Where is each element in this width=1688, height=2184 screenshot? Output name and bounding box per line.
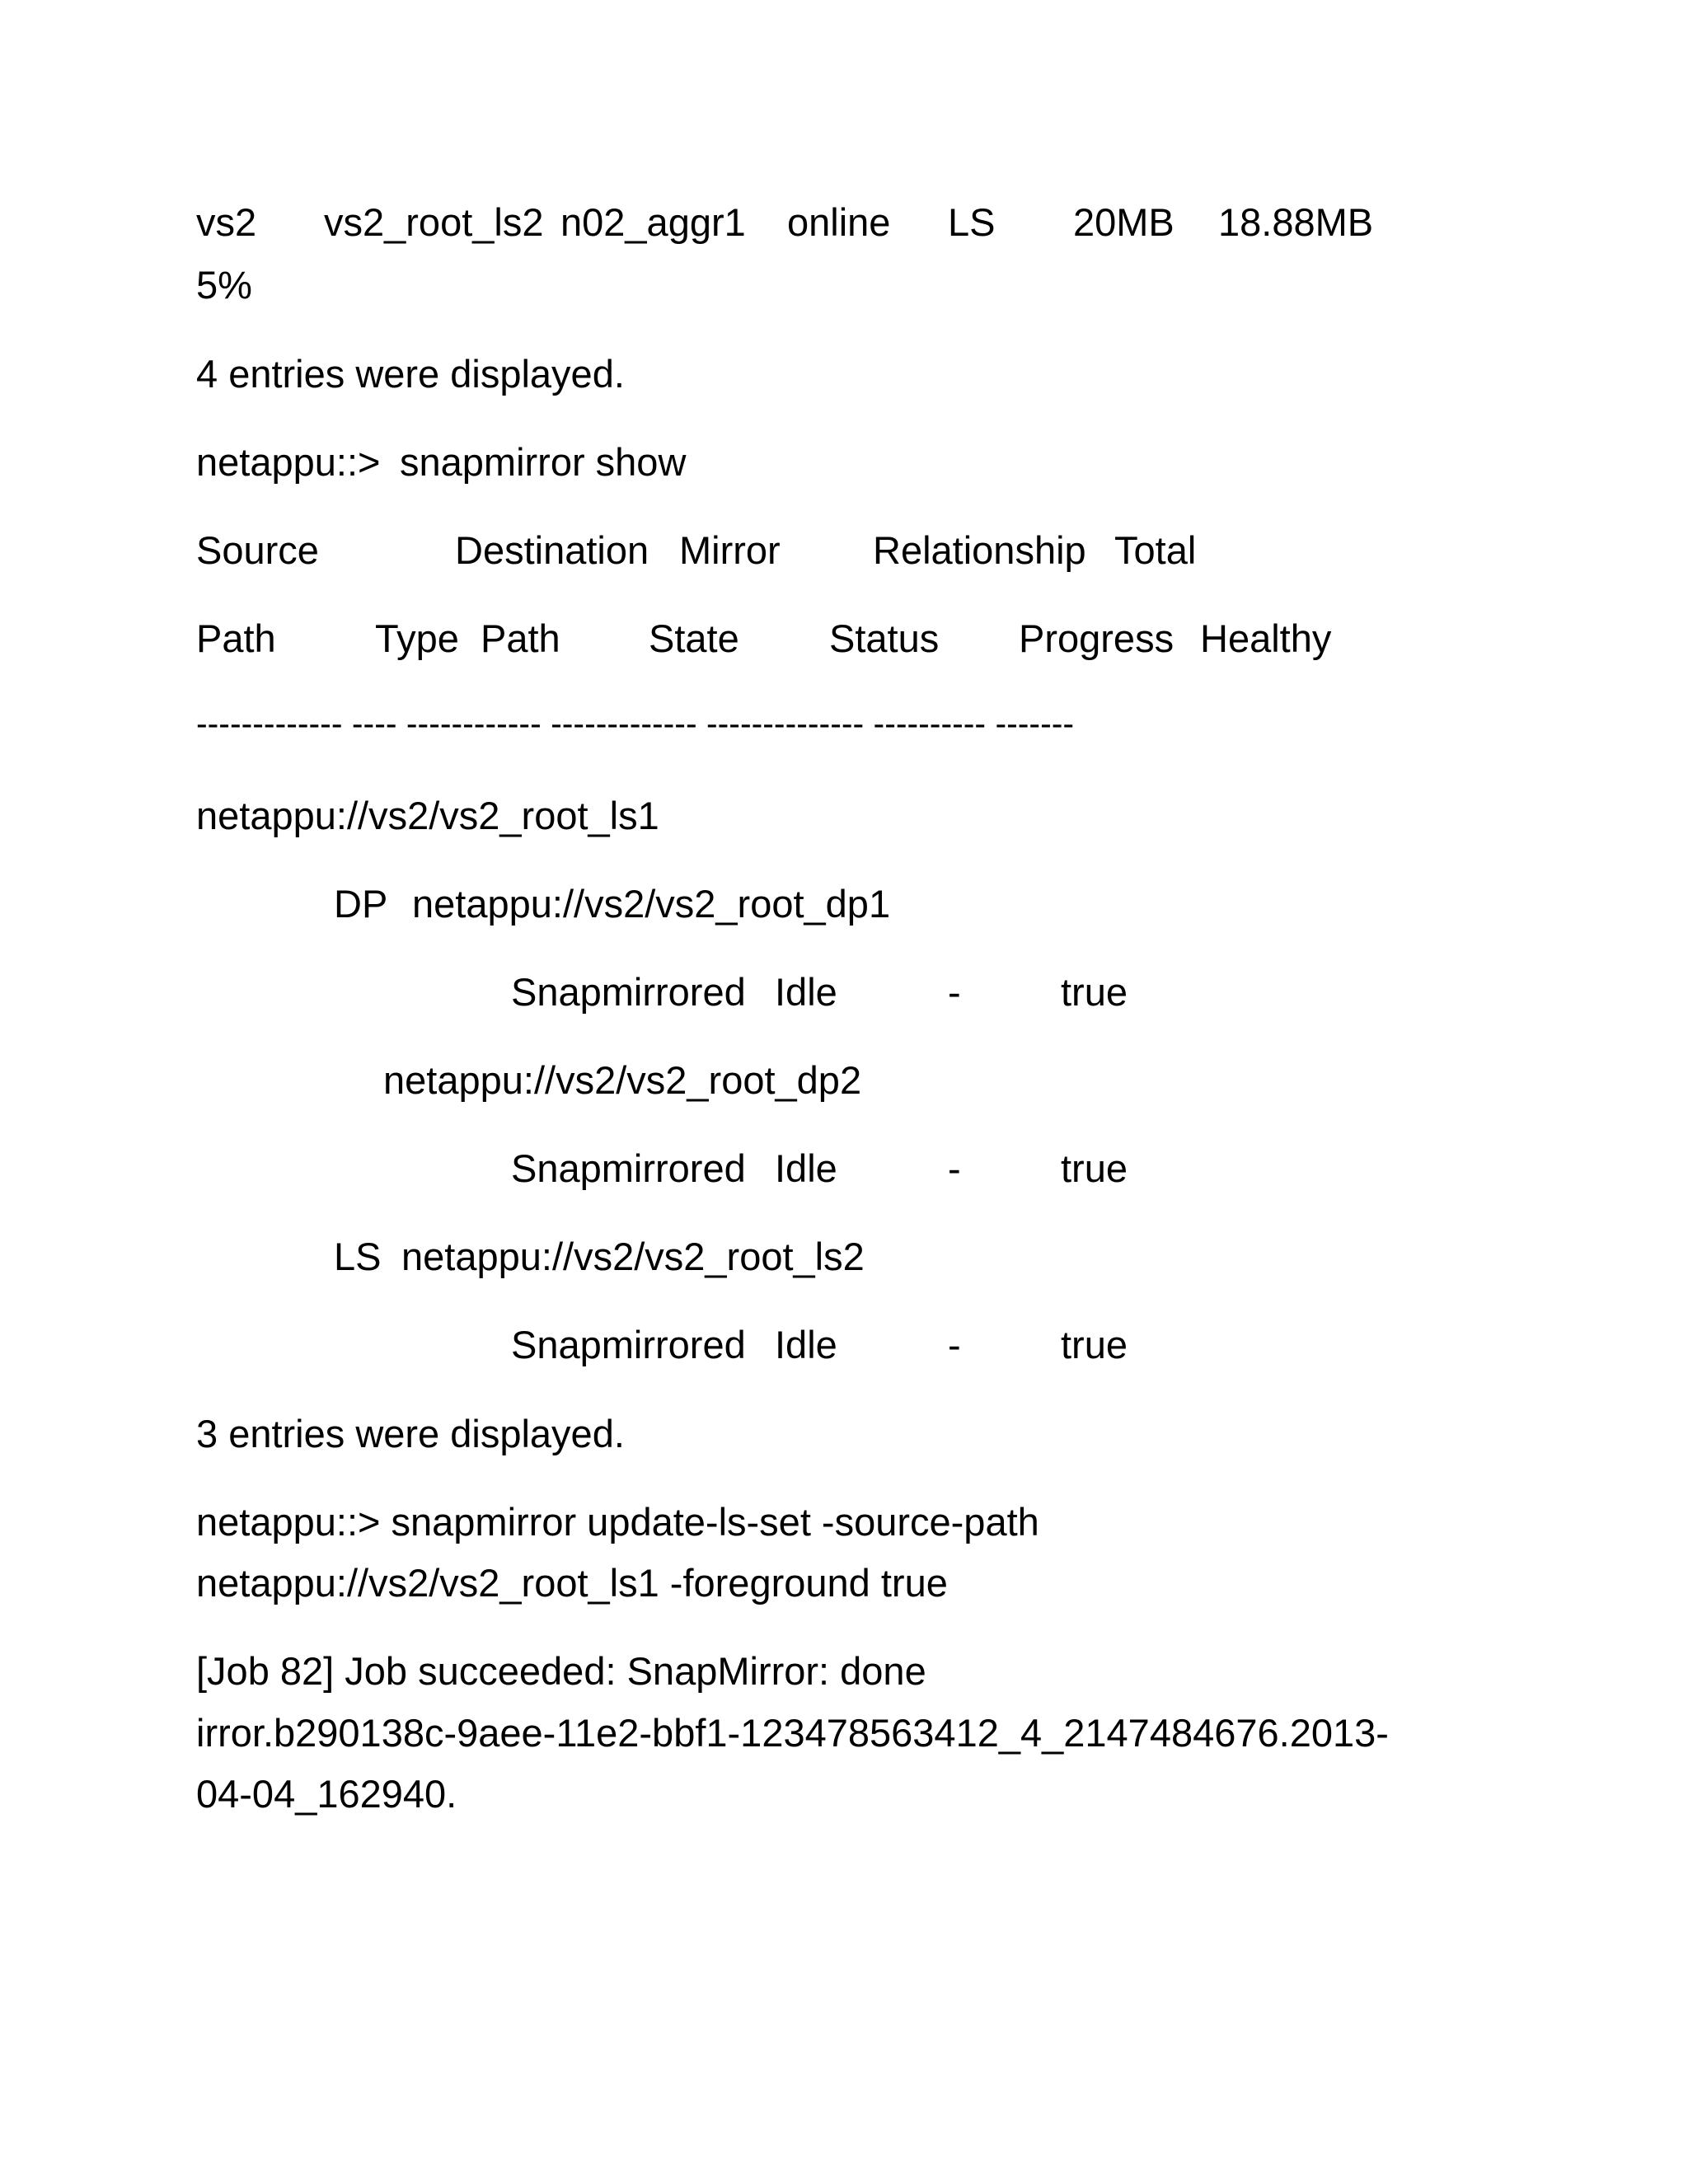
volume-summary: 4 entries were displayed.: [196, 352, 625, 396]
relationship-progress: -: [948, 1146, 961, 1190]
header-destination: Destination: [455, 528, 649, 572]
relationship-status: Idle: [775, 1146, 837, 1190]
separator-line: ------------- ---- ------------ ------------- -------------- ---------- -------: [196, 705, 1075, 743]
size-cell: 20MB: [1073, 200, 1175, 244]
header-source: Source: [196, 528, 319, 572]
header-status: Status: [829, 616, 940, 660]
relationship-status: Idle: [775, 970, 837, 1014]
header-type: Type: [375, 616, 459, 660]
prompt: netappu::>: [196, 440, 381, 484]
aggregate-cell: n02_aggr1: [560, 200, 746, 244]
command-text: snapmirror show: [400, 440, 687, 484]
relationship-healthy: true: [1061, 1146, 1128, 1190]
source-path: netappu://vs2/vs2_root_ls1: [196, 794, 659, 837]
header-progress: Progress: [1019, 616, 1175, 660]
command-line-2: netappu://vs2/vs2_root_ls1 -foreground true: [196, 1561, 948, 1605]
relationship-destination: netappu://vs2/vs2_root_dp1: [412, 882, 891, 926]
header-mirror: Mirror: [679, 528, 781, 572]
state-cell: online: [787, 200, 891, 244]
job-line-2: irror.b290138c-9aee-11e2-bbf1-123478563412_4_2147484676.2013-: [196, 1711, 1389, 1755]
relationship-state: Snapmirrored: [511, 1146, 746, 1190]
volume-cell: vs2_root_ls2: [324, 200, 544, 244]
vserver-cell: vs2: [196, 200, 257, 244]
relationship-healthy: true: [1061, 970, 1128, 1014]
header-path-destination: Path: [481, 616, 560, 660]
header-relationship: Relationship: [873, 528, 1086, 572]
header-healthy: Healthy: [1200, 616, 1332, 660]
header-total: Total: [1114, 528, 1197, 572]
used-pct-cell: 5%: [196, 263, 252, 307]
relationship-destination: netappu://vs2/vs2_root_dp2: [383, 1058, 862, 1102]
available-cell: 18.88MB: [1218, 200, 1374, 244]
relationship-healthy: true: [1061, 1323, 1128, 1366]
command-line-1: netappu::> snapmirror update-ls-set -source-path: [196, 1500, 1039, 1544]
relationship-type: LS: [334, 1235, 382, 1278]
header-state: State: [649, 616, 739, 660]
relationship-progress: -: [948, 970, 961, 1014]
relationship-state: Snapmirrored: [511, 970, 746, 1014]
relationship-progress: -: [948, 1323, 961, 1366]
relationship-destination: netappu://vs2/vs2_root_ls2: [401, 1235, 865, 1278]
relationship-state: Snapmirrored: [511, 1323, 746, 1366]
job-line-1: [Job 82] Job succeeded: SnapMirror: done: [196, 1649, 926, 1693]
relationship-status: Idle: [775, 1323, 837, 1366]
type-cell: LS: [948, 200, 996, 244]
header-path: Path: [196, 616, 276, 660]
job-line-3: 04-04_162940.: [196, 1772, 457, 1816]
relationship-type: DP: [334, 882, 388, 926]
snapmirror-summary: 3 entries were displayed.: [196, 1412, 625, 1455]
